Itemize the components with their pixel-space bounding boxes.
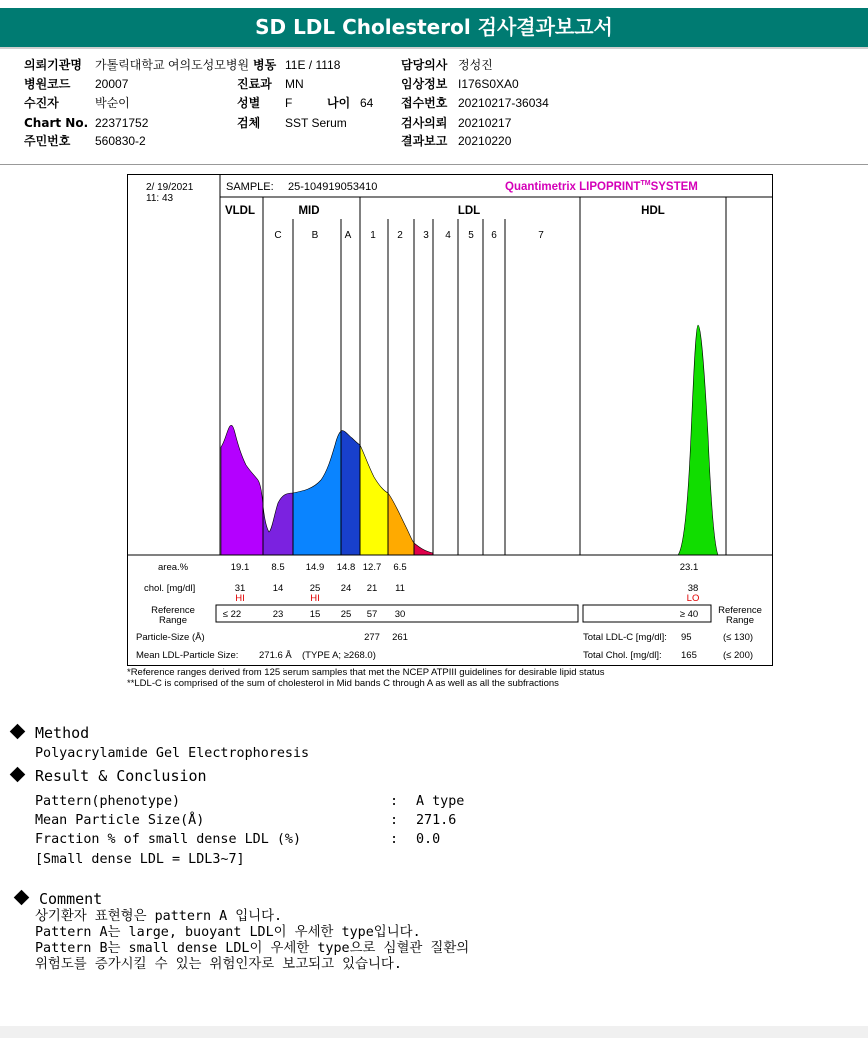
- mean-ldl-size-label: Mean LDL-Particle Size:: [136, 650, 239, 661]
- total-ldl-label: Total LDL-C [mg/dl]:: [583, 632, 667, 643]
- patient-value: 박순이: [95, 96, 130, 110]
- sex-label: 성별: [237, 96, 261, 110]
- brand-name: Quantimetrix LIPOPRINT™SYSTEM: [505, 180, 698, 193]
- band-label-2: 2: [397, 230, 403, 241]
- mean-ldl-size-value: 271.6 Å: [259, 650, 292, 661]
- specimen-label: 검체: [237, 116, 261, 130]
- area-label: area.%: [158, 562, 189, 573]
- hdl-ref-value: ≥ 40: [679, 609, 699, 620]
- ref-value: 23: [272, 609, 284, 620]
- hdl-peak: [678, 325, 718, 555]
- comment-line: Pattern B는 small dense LDL이 우세한 type으로 심혈관 질환의: [35, 941, 470, 956]
- vldl-high-flag: HI: [235, 593, 245, 604]
- ref-value: 30: [394, 609, 406, 620]
- request-label: 검사의뢰: [401, 116, 448, 130]
- footnote: *Reference ranges derived from 125 serum samples that met the NCEP ATPIII guidelines for desirable lipid status: [127, 667, 605, 678]
- chart-value: 22371752: [95, 116, 149, 130]
- comment-line: 위험도를 증가시킬 수 있는 위험인자로 보고되고 있습니다.: [35, 957, 402, 972]
- clinical-label: 임상정보: [401, 77, 448, 91]
- electrophoresis-chart: [128, 175, 772, 665]
- age-value: 64: [360, 96, 374, 110]
- band-label-3: 3: [423, 230, 429, 241]
- total-ldl-ref: (≤ 130): [722, 632, 754, 643]
- total-chol-value: 165: [681, 650, 697, 661]
- sample-label: SAMPLE:: [226, 181, 274, 193]
- ref-value: 57: [366, 609, 378, 620]
- chol-value: 31: [234, 583, 246, 594]
- total-ldl-value: 95: [681, 632, 692, 643]
- result-date-value: 20210220: [458, 134, 512, 148]
- ref-range-label: Reference: [151, 605, 195, 616]
- area-value: 8.5: [271, 562, 285, 573]
- patient-info: [0, 56, 868, 165]
- area-value: 14.8: [336, 562, 356, 573]
- ldl-3-peak: [414, 543, 433, 555]
- age-label: 나이: [327, 96, 351, 110]
- lipoprint-report: [127, 174, 773, 666]
- band-label-7: 7: [538, 230, 544, 241]
- hospital-code-value: 20007: [95, 77, 129, 91]
- doctor-label: 담당의사: [401, 58, 448, 72]
- mid-a-peak: [341, 431, 360, 555]
- total-chol-label: Total Chol. [mg/dl]:: [583, 650, 662, 661]
- band-label-a: A: [344, 230, 352, 241]
- ldl-2-peak: [388, 493, 414, 555]
- institution-label: 의뢰기관명: [24, 58, 82, 72]
- band-label-4: 4: [445, 230, 451, 241]
- particle-size-value: 261: [392, 632, 408, 643]
- ref-value: 25: [340, 609, 352, 620]
- doctor-value: 정성진: [458, 58, 493, 72]
- mid-b-peak: [293, 431, 341, 555]
- result-label: Pattern(phenotype): [35, 794, 181, 809]
- request-value: 20210217: [458, 116, 512, 130]
- footnote: **LDL-C is comprised of the sum of cholesterol in Mid bands C through A as well as all the subfractions: [127, 678, 559, 689]
- area-value: 12.7: [362, 562, 382, 573]
- area-value: 19.1: [230, 562, 250, 573]
- ward-label: 병동: [253, 58, 277, 72]
- result-colon: :: [390, 813, 399, 828]
- band-label-b: B: [311, 230, 319, 241]
- report-date: 2/ 19/2021: [146, 182, 194, 193]
- ldl-1-peak: [360, 445, 388, 555]
- band-label-c: C: [274, 230, 282, 241]
- band-label-1: 1: [370, 230, 376, 241]
- method-heading: Method: [8, 724, 89, 742]
- result-colon: :: [390, 832, 399, 847]
- method-text: Polyacrylamide Gel Electrophoresis: [35, 746, 310, 761]
- particle-size-value: 277: [364, 632, 380, 643]
- diamond-bullet-icon: [10, 724, 26, 740]
- comment-line: Pattern A는 large, buoyant LDL이 우세한 type입니다.: [35, 925, 421, 940]
- dept-label: 진료과: [237, 77, 272, 91]
- sample-id: 25-104919053410: [288, 181, 378, 193]
- ref-value: 15: [309, 609, 321, 620]
- mean-ldl-size-type: (TYPE A; ≥268.0): [302, 650, 376, 661]
- chart-label: Chart No.: [24, 116, 89, 130]
- ref-range-label-right: Reference: [718, 605, 762, 616]
- rrn-value: 560830-2: [95, 134, 146, 148]
- chol-value: 24: [340, 583, 352, 594]
- result-note: [Small dense LDL = LDL3~7]: [35, 852, 245, 867]
- sex-value: F: [285, 96, 293, 110]
- group-label-hdl: HDL: [641, 205, 665, 217]
- hdl-low-flag: LO: [686, 593, 700, 604]
- patient-label: 수진자: [24, 96, 59, 110]
- result-value: 271.6: [416, 813, 457, 828]
- dept-value: MN: [285, 77, 304, 91]
- clinical-value: I176S0XA0: [458, 77, 519, 91]
- specimen-value: SST Serum: [285, 116, 347, 130]
- ward-value: 11E / 1118: [285, 58, 341, 72]
- result-label: Fraction % of small dense LDL (%): [35, 832, 302, 847]
- vldl-peak: [221, 425, 263, 555]
- ref-range-label-right: Range: [726, 615, 754, 626]
- diamond-bullet-icon: [10, 767, 26, 783]
- group-label-ldl: LDL: [457, 205, 481, 217]
- bottom-strip: [0, 1026, 868, 1038]
- mid-b-high-flag: HI: [310, 593, 320, 604]
- report-time: 11: 43: [146, 193, 174, 204]
- group-label-mid: MID: [298, 205, 320, 217]
- total-chol-ref: (≤ 200): [722, 650, 754, 661]
- comment-heading: Comment: [12, 890, 102, 908]
- receipt-value: 20210217-36034: [458, 96, 549, 110]
- result-label: Mean Particle Size(Å): [35, 813, 205, 828]
- institution-value: 가톨릭대학교 여의도성모병원: [95, 58, 250, 72]
- result-colon: :: [390, 794, 399, 809]
- particle-size-label: Particle-Size (Å): [136, 632, 205, 643]
- hdl-area-value: 23.1: [679, 562, 699, 573]
- chol-value: 25: [309, 583, 321, 594]
- band-label-6: 6: [491, 230, 497, 241]
- diamond-bullet-icon: [14, 890, 30, 906]
- band-label-5: 5: [468, 230, 474, 241]
- chol-label: chol. [mg/dl]: [144, 583, 196, 594]
- area-value: 6.5: [393, 562, 407, 573]
- area-value: 14.9: [305, 562, 325, 573]
- ref-range-label: Range: [159, 615, 187, 626]
- ref-value: ≤ 22: [222, 609, 242, 620]
- result-heading: Result & Conclusion: [8, 767, 207, 785]
- chol-value: 11: [395, 583, 405, 594]
- receipt-label: 접수번호: [401, 96, 448, 110]
- chol-value: 21: [366, 583, 378, 594]
- report-title: SD LDL Cholesterol 검사결과보고서: [0, 8, 868, 49]
- result-date-label: 결과보고: [401, 134, 448, 148]
- rrn-label: 주민번호: [24, 134, 71, 148]
- result-value: 0.0: [416, 832, 441, 847]
- comment-line: 상기환자 표현형은 pattern A 입니다.: [35, 909, 283, 924]
- result-value: A type: [416, 794, 465, 809]
- chol-value: 14: [272, 583, 284, 594]
- group-label-vldl: VLDL: [224, 205, 256, 217]
- hospital-code-label: 병원코드: [24, 77, 71, 91]
- mid-c-peak: [263, 493, 293, 555]
- hdl-chol-value: 38: [687, 583, 699, 594]
